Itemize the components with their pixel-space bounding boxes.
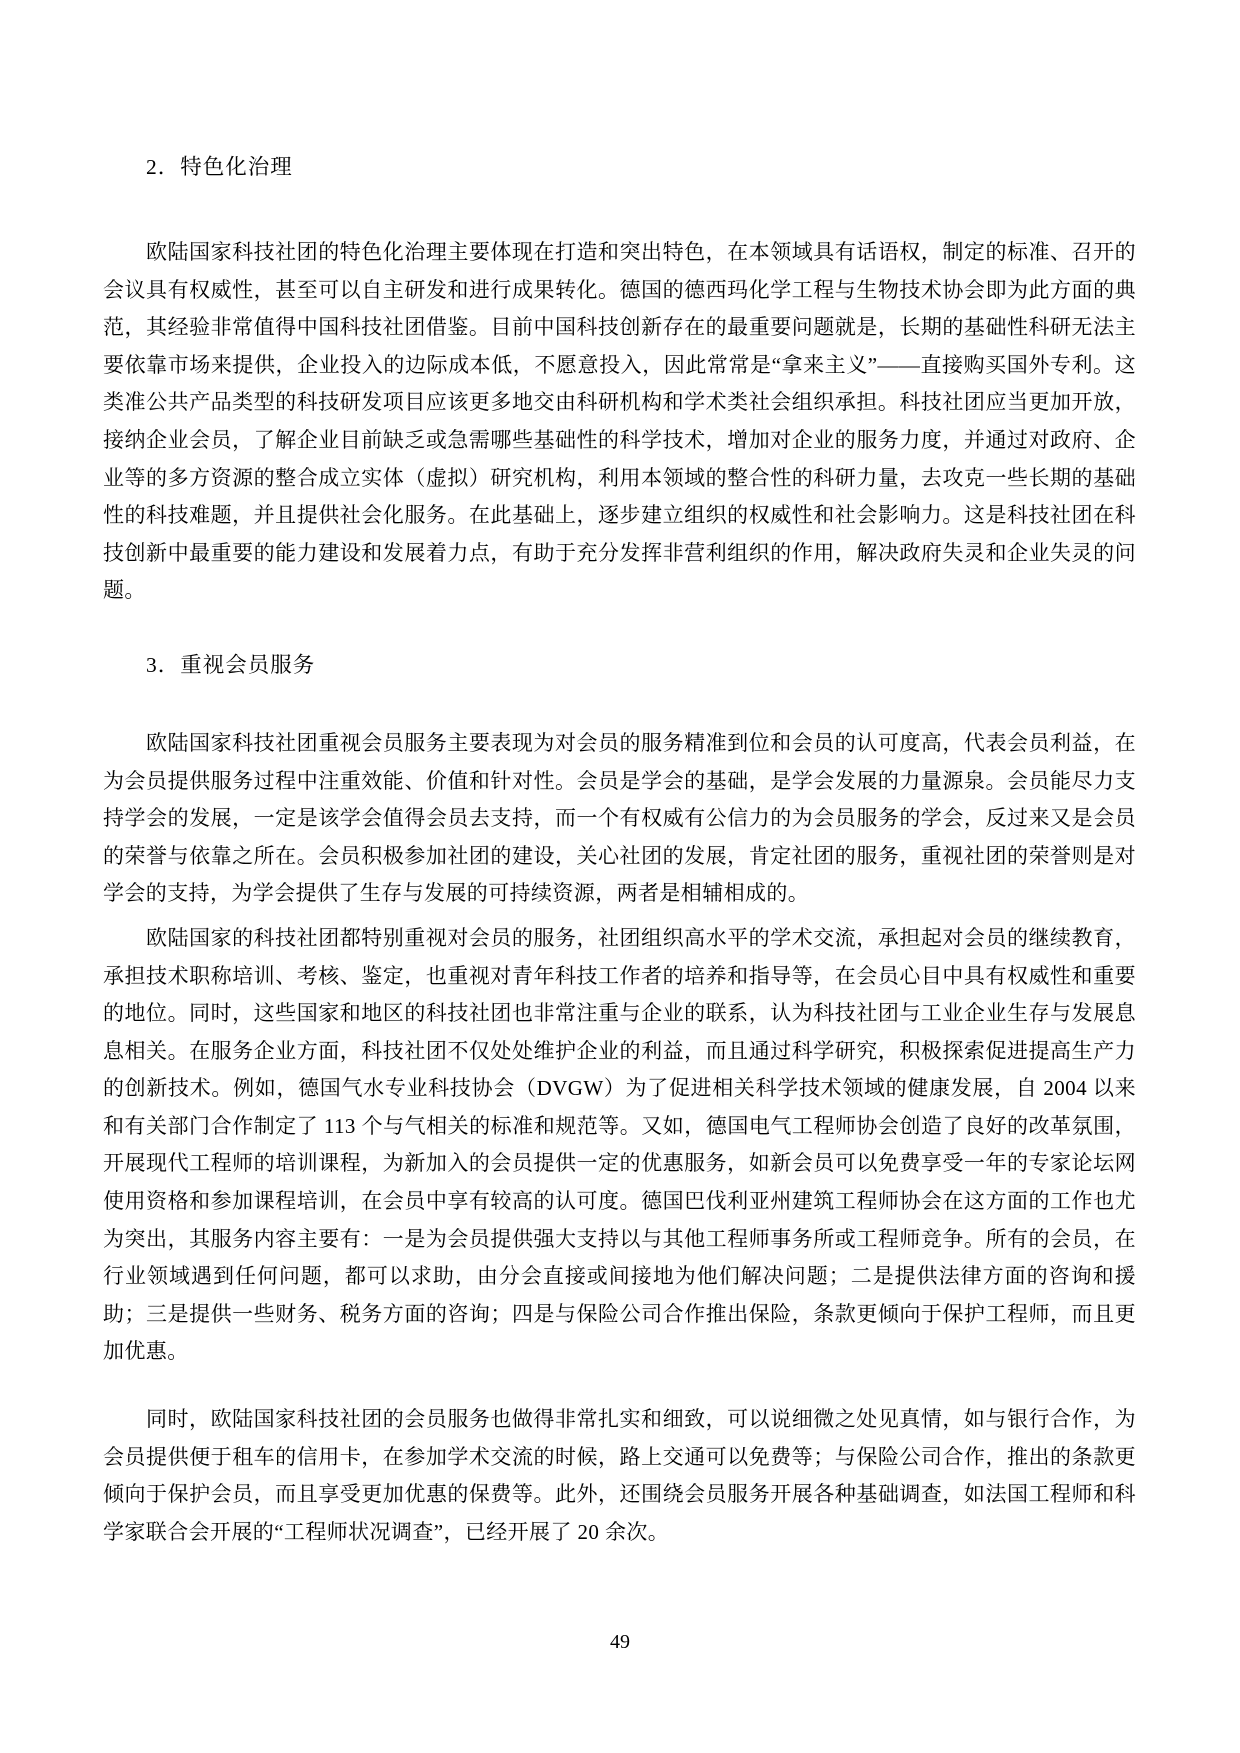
paragraph: 欧陆国家科技社团的特色化治理主要体现在打造和突出特色，在本领域具有话语权，制定的标准、召开的会议具有权威性，甚至可以自主研发和进行成果转化。德国的德西玛化学工程与生物技术协会即为此方面的典范，其经验非常值得中国科技社团借鉴。目前中国科技创新存在的最重要问题就是，长期的基础性科研无法主要依靠市场来提供，企业投入的边际成本低，不愿意投入，因此常常是“拿来主义”——直接购买国外专利。这类准公共产品类型的科技研发项目应该更多地交由科研机构和学术类社会组织承担。科技社团应当更加开放，接纳企业会员，了解企业目前缺乏或急需哪些基础性的科学技术，增加对企业的服务力度，并通过对政府、企业等的多方资源的整合成立实体（虚拟）研究机构，利用本领域的整合性的科研力量，去攻克一些长期的基础性的科技难题，并且提供社会化服务。在此基础上，逐步建立组织的权威性和社会影响力。这是科技社团在科技创新中最重要的能力建设和发展着力点，有助于充分发挥非营利组织的作用，解决政府失灵和企业失灵的问题。 [103,240,1136,603]
page-number: 49 [610,1631,630,1653]
paragraph: 同时，欧陆国家科技社团的会员服务也做得非常扎实和细致，可以说细微之处见真情，如与银行合作，为会员提供便于租车的信用卡，在参加学术交流的时候，路上交通可以免费等；与保险公司合作，推出的条款更倾向于保护会员，而且享受更加优惠的保费等。此外，还围绕会员服务开展各种基础调查，如法国工程师和科学家联合会开展的“工程师状况调查”，已经开展了 20 余次。 [103,1407,1136,1544]
paragraph: 欧陆国家的科技社团都特别重视对会员的服务，社团组织高水平的学术交流，承担起对会员的继续教育，承担技术职称培训、考核、鉴定，也重视对青年科技工作者的培养和指导等，在会员心目中具有权威性和重要的地位。同时，这些国家和地区的科技社团也非常注重与企业的联系，认为科技社团与工业企业生存与发展息息相关。在服务企业方面，科技社团不仅处处维护企业的利益，而且通过科学研究，积极探索促进提高生产力的创新技术。例如，德国气水专业科技协会（DVGW）为了促进相关科学技术领域的健康发展，自 2004 以来和有关部门合作制定了 113 个与气相关的标准和规范等。又如，德国电气工程师协会创造了良好的改革氛围，开展现代工程师的培训课程，为新加入的会员提供一定的优惠服务，如新会员可以免费享受一年的专家论坛网使用资格和参加课程培训，在会员中享有较高的认可度。德国巴伐利亚州建筑工程师协会在这方面的工作也尤为突出，其服务内容主要有：一是为会员提供强大支持以与其他工程师事务所或工程师竞争。所有的会员，在行业领域遇到任何问题，都可以求助，由分会直接或间接地为他们解决问题；二是提供法律方面的咨询和援助；三是提供一些财务、税务方面的咨询；四是与保险公司合作推出保险，条款更倾向于保护工程师，而且更加优惠。 [103,925,1136,1364]
section-heading-3: 3．重视会员服务 [146,652,316,677]
section-heading-2: 2．特色化治理 [146,155,293,179]
paragraph: 欧陆国家科技社团重视会员服务主要表现为对会员的服务精准到位和会员的认可度高，代表会员利益，在为会员提供服务过程中注重效能、价值和针对性。会员是学会的基础，是学会发展的力量源泉。会员能尽力支持学会的发展，一定是该学会值得会员去支持，而一个有权威有公信力的为会员服务的学会，反过来又是会员的荣誉与依靠之所在。会员积极参加社团的建设，关心社团的发展，肯定社团的服务，重视社团的荣誉则是对学会的支持，为学会提供了生存与发展的可持续资源，两者是相辅相成的。 [103,730,1136,906]
